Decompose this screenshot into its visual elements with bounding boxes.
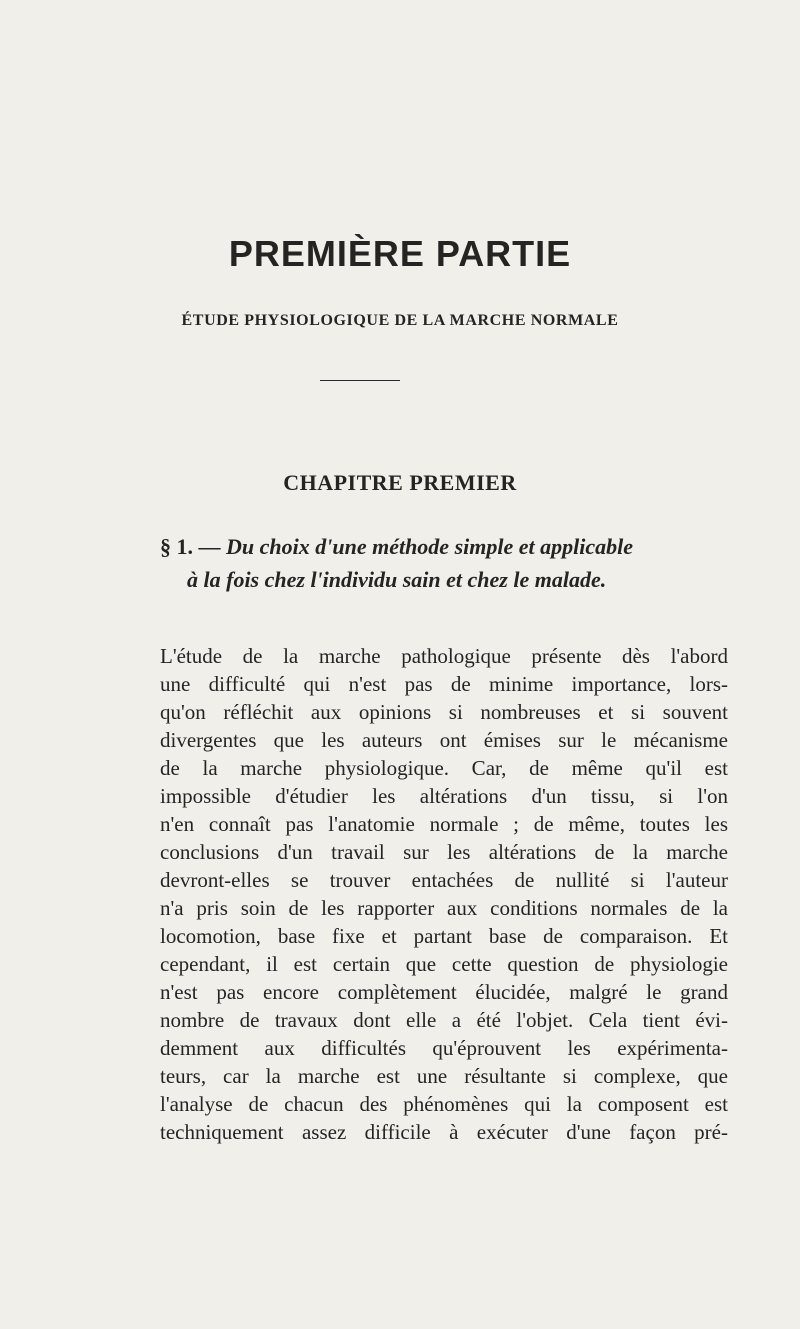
body-line: techniquement assez difficile à exécuter d'une façon pré- (160, 1120, 728, 1144)
body-line: locomotion, base fixe et partant base de comparaison. Et (160, 924, 728, 948)
body-line: une difficulté qui n'est pas de minime importance, lors- (160, 672, 728, 696)
section-title-line-2: à la fois chez l'individu sain et chez le malade. (187, 567, 607, 592)
body-line: divergentes que les auteurs ont émises sur le mécanisme (160, 728, 728, 752)
body-line: n'en connaît pas l'anatomie normale ; de même, toutes les (160, 812, 728, 836)
body-line: L'étude de la marche pathologique présente dès l'abord (160, 644, 728, 668)
body-line: de la marche physiologique. Car, de même qu'il est (160, 756, 728, 780)
body-line: demment aux difficultés qu'éprouvent les expérimenta- (160, 1036, 728, 1060)
part-subtitle: ÉTUDE PHYSIOLOGIQUE DE LA MARCHE NORMALE (181, 312, 619, 329)
body-line: n'est pas encore complètement élucidée, malgré le grand (160, 980, 728, 1004)
body-line: qu'on réfléchit aux opinions si nombreuses et si souvent (160, 700, 728, 724)
body-line: impossible d'étudier les altérations d'un tissu, si l'on (160, 784, 728, 808)
body-line: l'analyse de chacun des phénomènes qui la composent est (160, 1092, 728, 1116)
body-line: teurs, car la marche est une résultante si complexe, que (160, 1064, 728, 1088)
body-line: conclusions d'un travail sur les altérations de la marche (160, 840, 728, 864)
section-number: § 1. — (160, 534, 226, 559)
body-line: n'a pris soin de les rapporter aux conditions normales de la (160, 896, 728, 920)
part-title: PREMIÈRE PARTIE (228, 233, 572, 274)
body-line: nombre de travaux dont elle a été l'objet. Cela tient évi- (160, 1008, 728, 1032)
separator-rule (320, 380, 400, 381)
chapter-title: CHAPITRE PREMIER (283, 470, 517, 495)
body-line: devront-elles se trouver entachées de nullité si l'auteur (160, 868, 728, 892)
section-heading (160, 530, 760, 596)
body-paragraph (160, 642, 728, 1146)
section-title-line-1: Du choix d'une méthode simple et applicable (226, 534, 633, 559)
body-line: cependant, il est certain que cette question de physiologie (160, 952, 728, 976)
